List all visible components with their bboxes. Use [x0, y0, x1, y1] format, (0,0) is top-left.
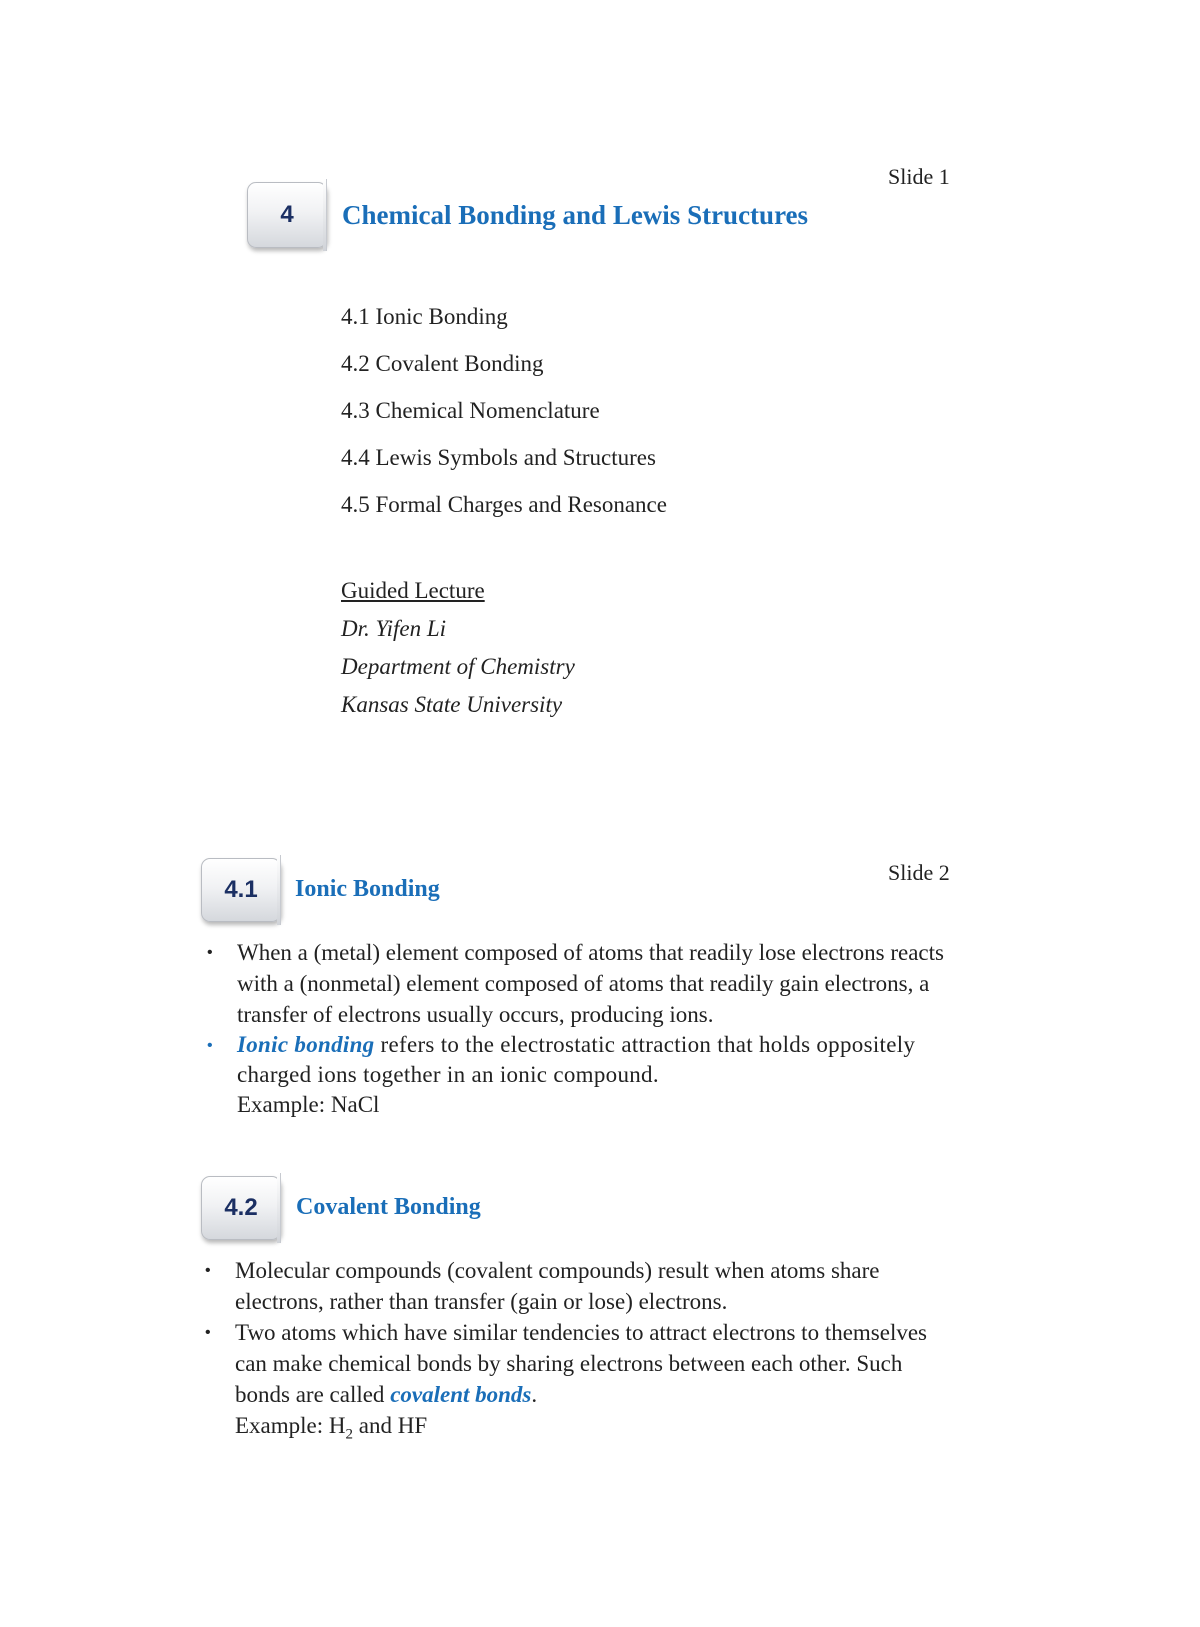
section-badge-4-1: 4.1 [201, 858, 281, 922]
toc-item: 4.4 Lewis Symbols and Structures [341, 445, 656, 470]
bullet-icon: • [207, 1037, 213, 1054]
list-item [205, 1255, 955, 1317]
department-name: Department of Chemistry [341, 654, 575, 679]
toc-item: 4.3 Chemical Nomenclature [341, 398, 600, 423]
bullet-icon: • [205, 1324, 211, 1341]
example-nacl: Example: NaCl [237, 1092, 380, 1117]
list-item [207, 1030, 977, 1120]
slide-1-label: Slide 1 [888, 164, 950, 189]
toc-item: 4.1 Ionic Bonding [341, 304, 508, 329]
section-badge-4-2: 4.2 [201, 1176, 281, 1240]
toc-item: 4.5 Formal Charges and Resonance [341, 492, 667, 517]
section-title-covalent-bonding: Covalent Bonding [296, 1194, 481, 1220]
list-item [205, 1317, 955, 1451]
section-title-ionic-bonding: Ionic Bonding [295, 876, 440, 902]
bullet-text-end: . [531, 1382, 538, 1407]
example-prefix: Example: H [235, 1413, 346, 1438]
guided-lecture-heading: Guided Lecture [341, 578, 485, 603]
university-name: Kansas State University [341, 692, 563, 717]
example-subscript: 2 [345, 1426, 353, 1443]
key-term-covalent-bonds: covalent bonds [390, 1382, 532, 1407]
example-suffix: and HF [353, 1413, 428, 1438]
toc-item: 4.2 Covalent Bonding [341, 351, 544, 376]
bullet-text: Two atoms which have similar tendencies to attract electrons to themselves can make chemical bonds by sharing electrons between each other. Such bonds are called [235, 1320, 928, 1407]
example-h2-hf [235, 1410, 955, 1451]
chapter-badge: 4 [247, 182, 327, 248]
list-item [207, 937, 977, 1030]
covalent-bonding-bullets [205, 1255, 955, 1451]
bullet-icon: • [207, 944, 213, 961]
key-term-ionic-bonding: Ionic bonding [237, 1032, 375, 1057]
chapter-title: Chemical Bonding and Lewis Structures [342, 200, 809, 230]
bullet-text: refers to the electrostatic attraction that holds oppositely charged ions together in an ionic compound. [237, 1032, 916, 1087]
ionic-bonding-bullets [207, 937, 977, 1120]
table-of-contents [341, 304, 667, 539]
lecture-credits [341, 578, 575, 730]
slide-2-label: Slide 2 [888, 860, 950, 885]
bullet-text: Molecular compounds (covalent compounds) result when atoms share electrons, rather than transfer (gain or lose) electrons. [235, 1258, 880, 1314]
author-name: Dr. Yifen Li [341, 616, 447, 641]
bullet-icon: • [205, 1262, 211, 1279]
bullet-text: When a (metal) element composed of atoms that readily lose electrons reacts with a (nonmetal) element composed of atoms that readily gain electrons, a transfer of electrons usually occurs, producing ions. [237, 940, 944, 1027]
